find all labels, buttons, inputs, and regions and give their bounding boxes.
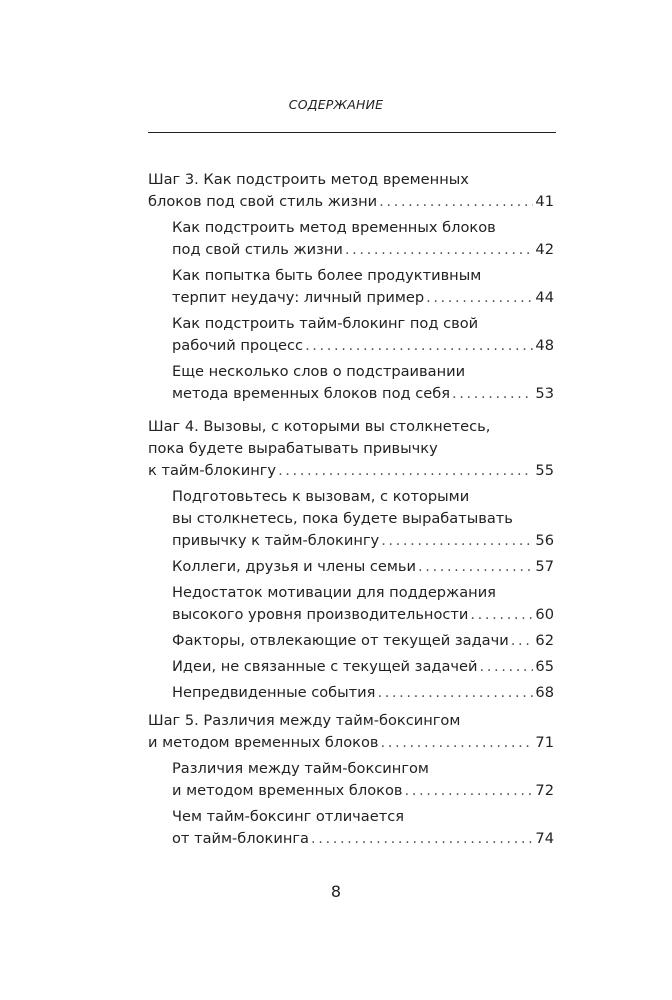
toc-section-step-4 <box>148 416 554 708</box>
toc-entry-line <box>172 265 554 287</box>
toc-entry-title: Факторы, отвлекающие от текущей задачи <box>172 632 509 649</box>
toc-entry-title: Недостаток мотивации для поддержания <box>172 584 496 601</box>
toc-entry-line <box>172 828 554 850</box>
dot-leader <box>381 530 533 552</box>
toc-section-step-5 <box>148 710 554 854</box>
dot-leader <box>426 287 533 309</box>
toc-entry-line <box>172 630 554 652</box>
dot-leader <box>345 239 534 261</box>
toc-subentry <box>148 361 554 405</box>
toc-entry-title: Шаг 4. Вызовы, с которыми вы столкнетесь, <box>148 418 491 435</box>
toc-section-step-3 <box>148 169 554 409</box>
toc-entry-line <box>172 582 554 604</box>
toc-entry-title: рабочий процесс <box>172 337 304 354</box>
dot-leader <box>480 656 534 678</box>
toc-entry-line <box>172 682 554 704</box>
toc-page-number: 72 <box>535 782 554 799</box>
toc-entry-line <box>172 287 554 309</box>
toc-entry-line <box>148 732 554 754</box>
toc-entry-line <box>172 780 554 802</box>
toc-entry-title: к тайм-блокингу <box>148 462 277 479</box>
toc-subentry <box>148 265 554 309</box>
toc-entry-line <box>148 438 554 460</box>
toc-entry-line <box>148 169 554 191</box>
dot-leader <box>379 191 533 213</box>
toc-subentry <box>148 682 554 704</box>
dot-leader <box>377 682 533 704</box>
toc-subentry <box>148 217 554 261</box>
toc-subentry <box>148 556 554 578</box>
toc-page-number: 62 <box>535 632 554 649</box>
toc-subentry <box>148 630 554 652</box>
toc-chapter-entry <box>148 710 554 754</box>
toc-entry-line <box>172 604 554 626</box>
toc-subentry <box>148 656 554 678</box>
toc-entry-line <box>172 486 554 508</box>
toc-entry-title: Идеи, не связанные с текущей задачей <box>172 658 478 675</box>
toc-entry-title: Различия между тайм-боксингом <box>172 760 429 777</box>
toc-chapter-entry <box>148 416 554 482</box>
toc-page-number: 68 <box>535 684 554 701</box>
dot-leader <box>278 460 533 482</box>
toc-page-number: 65 <box>535 658 554 675</box>
toc-page-number: 57 <box>535 558 554 575</box>
toc-page-number: 41 <box>535 193 554 210</box>
toc-entry-title: высокого уровня производительности <box>172 606 469 623</box>
toc-chapter-entry <box>148 169 554 213</box>
toc-entry-title: вы столкнетесь, пока будете вырабатывать <box>172 510 513 527</box>
dot-leader <box>305 335 533 357</box>
toc-entry-line <box>172 656 554 678</box>
toc-entry-title: терпит неудачу: личный пример <box>172 289 425 306</box>
toc-entry-title: Еще несколько слов о подстраивании <box>172 363 466 380</box>
toc-entry-title: Шаг 3. Как подстроить метод временных <box>148 171 469 188</box>
toc-subentry <box>148 486 554 552</box>
toc-entry-line <box>172 335 554 357</box>
toc-entry-title: Как попытка быть более продуктивным <box>172 267 482 284</box>
toc-page-number: 53 <box>535 385 554 402</box>
dot-leader <box>311 828 533 850</box>
toc-page-number: 48 <box>535 337 554 354</box>
toc-page-number: 42 <box>535 241 554 258</box>
toc-page-number: 74 <box>535 830 554 847</box>
dot-leader <box>470 604 533 626</box>
toc-entry-title: Как подстроить метод временных блоков <box>172 219 496 236</box>
toc-entry-title: Шаг 5. Различия между тайм-боксингом <box>148 712 461 729</box>
toc-entry-title: Как подстроить тайм-блокинг под свой <box>172 315 479 332</box>
toc-entry-title: и методом временных блоков <box>148 734 379 751</box>
toc-entry-line <box>172 383 554 405</box>
page-number: 8 <box>330 882 342 901</box>
toc-entry-title: привычку к тайм-блокингу <box>172 532 380 549</box>
toc-entry-line <box>172 758 554 780</box>
toc-entry-title: Подготовьтесь к вызовам, с которыми <box>172 488 470 505</box>
toc-entry-line <box>172 508 554 530</box>
toc-entry-title: от тайм-блокинга <box>172 830 309 847</box>
toc-entry-line <box>172 239 554 261</box>
toc-entry-line <box>148 191 554 213</box>
toc-entry-title: Чем тайм-боксинг отличается <box>172 808 405 825</box>
toc-entry-title: метода временных блоков под себя <box>172 385 451 402</box>
toc-page-number: 60 <box>535 606 554 623</box>
header-rule <box>148 132 556 133</box>
running-header: СОДЕРЖАНИЕ <box>288 97 384 112</box>
toc-entry-line <box>148 416 554 438</box>
toc-entry-line <box>148 710 554 732</box>
toc-entry-title: Непредвиденные события <box>172 684 376 701</box>
dot-leader <box>418 556 533 578</box>
toc-entry-line <box>172 313 554 335</box>
dot-leader <box>511 630 534 652</box>
toc-subentry <box>148 758 554 802</box>
toc-page-number: 55 <box>535 462 554 479</box>
toc-subentry <box>148 806 554 850</box>
dot-leader <box>452 383 533 405</box>
toc-page-number: 44 <box>535 289 554 306</box>
toc-entry-title: блоков под свой стиль жизни <box>148 193 378 210</box>
toc-entry-line <box>172 806 554 828</box>
toc-page-number: 56 <box>535 532 554 549</box>
toc-entry-title: и методом временных блоков <box>172 782 403 799</box>
toc-entry-line <box>172 361 554 383</box>
toc-entry-title: под свой стиль жизни <box>172 241 343 258</box>
toc-entry-line <box>172 217 554 239</box>
toc-entry-title: пока будете вырабатывать привычку <box>148 440 438 457</box>
toc-page-number: 71 <box>535 734 554 751</box>
toc-entry-line <box>148 460 554 482</box>
toc-entry-title: Коллеги, друзья и члены семьи <box>172 558 416 575</box>
dot-leader <box>381 732 534 754</box>
toc-entry-line <box>172 530 554 552</box>
toc-subentry <box>148 582 554 626</box>
toc-entry-line <box>172 556 554 578</box>
toc-subentry <box>148 313 554 357</box>
dot-leader <box>405 780 534 802</box>
